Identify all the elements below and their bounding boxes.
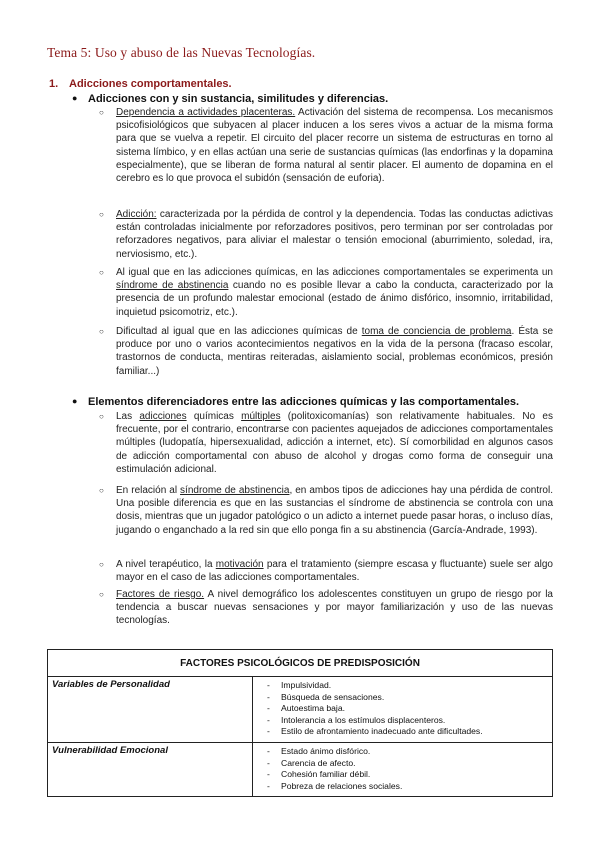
item-text-prefix: Dificultad al igual que en las adicciones químicas de	[116, 326, 362, 337]
circle-bullet-icon: ○	[99, 210, 104, 219]
factor-text: Intolerancia a los estímulos displacenteros.	[281, 714, 446, 725]
item-term: motivación	[215, 559, 264, 570]
list-item: - Cohesión familiar débil.	[267, 769, 371, 780]
factor-text: Autoestima baja.	[281, 703, 346, 714]
item-text-mid: químicas	[186, 411, 242, 422]
item-text: (politoxicomanías) son relativamente habituales. No es frecuente, por el contrario, encontrarse con pacientes aquejados de adicciones comportamentales múltiples (ludopatía, hipersexualidad, adicción a internet, etc). Sí comorbilidad en algunos casos de adicción comportamental con abuso de alcohol y drogas como forma de conseguir una estimulación adicional.	[116, 411, 553, 475]
item-text-prefix: En relación al	[116, 485, 181, 496]
item-text: para el tratamiento (siempre escasa y fluctuante) suele ser algo mayor en el caso de las adicciones comportamentales.	[116, 559, 553, 584]
list-item	[99, 208, 553, 261]
circle-bullet-icon: ○	[99, 108, 104, 117]
table-row-label: Vulnerabilidad Emocional	[48, 742, 253, 796]
item-text: Activación del sistema de recompensa. Los mecanismos psicofisiológicos que subyacen al placer inducen a los seres vivos a actuar de la misma forma para que se vuelva a repetir. El circuito del placer recorre un sistema de estructuras en torno al sistema límbico, y en ellas actúan una serie de sustancias químicas (las endorfinas y la dopamina especialmente), que se liberan de forma natural al sentir placer. El aumento de dopamina en el cerebro es lo que provoca el subidón (sensación de euforia).	[116, 107, 553, 185]
list-item: - Intolerancia a los estímulos displacenteros.	[267, 714, 446, 725]
item-text-prefix: Las	[116, 411, 140, 422]
circle-bullet-icon: ○	[99, 590, 104, 599]
list-item	[99, 484, 553, 537]
list-item	[99, 325, 553, 378]
list-item: - Carencia de afecto.	[267, 757, 356, 768]
section-heading	[49, 78, 232, 90]
bullet-heading-text: Adicciones con y sin sustancia, similitudes y diferencias.	[88, 93, 389, 105]
list-item	[99, 558, 553, 584]
factor-text: Carencia de afecto.	[281, 757, 356, 768]
bullet-dot-icon: ●	[72, 396, 78, 406]
item-text: A nivel demográfico los adolescentes constituyen un grupo de riesgo por la tendencia a buscar nuevas sensaciones y por mayor familiarización y uso de las nuevas tecnologías.	[116, 589, 553, 627]
list-item: - Impulsividad.	[267, 680, 332, 690]
circle-bullet-icon: ○	[99, 268, 104, 277]
item-term: Dependencia a actividades placenteras.	[116, 107, 296, 118]
table-row	[48, 677, 553, 743]
item-term: toma de conciencia de problema	[361, 326, 512, 337]
factor-text: Impulsividad.	[281, 680, 332, 690]
circle-bullet-icon: ○	[99, 560, 104, 569]
bullet-heading-text: Elementos diferenciadores entre las adicciones químicas y las comportamentales.	[88, 396, 520, 408]
document-title: Tema 5: Uso y abuso de las Nuevas Tecnologías.	[47, 45, 316, 60]
list-item	[99, 266, 553, 319]
circle-bullet-icon: ○	[99, 327, 104, 336]
section-heading-text: Adicciones comportamentales.	[69, 78, 232, 90]
factor-text: Búsqueda de sensaciones.	[281, 691, 385, 702]
factors-table	[47, 649, 553, 797]
table-row	[48, 742, 553, 796]
item-text: caracterizada por la pérdida de control y la dependencia. Todas las conductas adictivas están controladas inicialmente por reforzadores positivos, pero terminan por ser controladas por reforzadores negativos, para aliviar el malestar o tensión emocional (aburrimiento, soledad, ira, nerviosismo, etc.).	[116, 209, 553, 260]
table-row-label: Variables de Personalidad	[48, 677, 253, 743]
table-header: FACTORES PSICOLÓGICOS DE PREDISPOSICIÓN	[48, 650, 553, 677]
table-row-items	[253, 677, 553, 743]
list-item	[99, 106, 553, 185]
factor-text: Estado ánimo disfórico.	[281, 745, 371, 756]
bullet-heading-2	[72, 396, 519, 408]
item-term: Adicción:	[116, 209, 157, 220]
list-item: - Estilo de afrontamiento inadecuado ante dificultades.	[267, 726, 483, 737]
list-item	[99, 588, 553, 628]
table-row-items	[253, 742, 553, 796]
item-text: , en ambos tipos de adicciones hay una pérdida de control. Una posible diferencia es que en las sustancias el síndrome de abstinencia se controla con una dosis, mientras que un jugador patológico o un adicto a internet puede pasar horas, o incluso días, jugando o enganchado a la red sin que ello ponga fin a su abstinencia (García-Andrade, 1993).	[116, 485, 553, 536]
item-text-prefix: A nivel terapéutico, la	[116, 559, 216, 570]
circle-bullet-icon: ○	[99, 412, 104, 421]
item-term: adicciones	[139, 411, 187, 422]
factor-text: Pobreza de relaciones sociales.	[281, 780, 403, 791]
item-term: síndrome de abstinencia	[116, 280, 229, 292]
item-text: . Ésta se produce por uno o varios acontecimientos negativos en la vida de la persona (fracaso escolar, trastornos de conducta, mentiras reiteradas, aislamiento social, problemas económicos, presión familiar...)	[116, 326, 554, 377]
factor-text: Cohesión familiar débil.	[281, 769, 371, 780]
list-item: - Pobreza de relaciones sociales.	[267, 780, 403, 791]
circle-bullet-icon: ○	[99, 486, 104, 495]
item-term-2: múltiples	[241, 411, 281, 422]
list-item	[99, 410, 553, 476]
section-number: 1.	[49, 78, 59, 90]
bullet-heading-1	[72, 93, 388, 105]
item-text: cuando no es posible llevar a cabo la conducta, caracterizado por la presencia de un profundo malestar emocional (estado de ánimo disfórico, insomnio, irritabilidad, inquietud psicomotriz, etc.).	[116, 280, 553, 318]
item-text-prefix: Al igual que en las adicciones químicas, en las adicciones comportamentales se experimenta un	[116, 267, 553, 278]
item-term: síndrome de abstinencia	[180, 485, 290, 496]
item-term: Factores de riesgo.	[116, 589, 205, 600]
bullet-dot-icon: ●	[72, 93, 78, 103]
list-item: - Búsqueda de sensaciones.	[267, 691, 385, 702]
factor-text: Estilo de afrontamiento inadecuado ante dificultades.	[281, 726, 483, 737]
list-item: - Estado ánimo disfórico.	[267, 745, 371, 756]
table-header-row	[48, 650, 553, 677]
list-item: - Autoestima baja.	[267, 703, 346, 714]
